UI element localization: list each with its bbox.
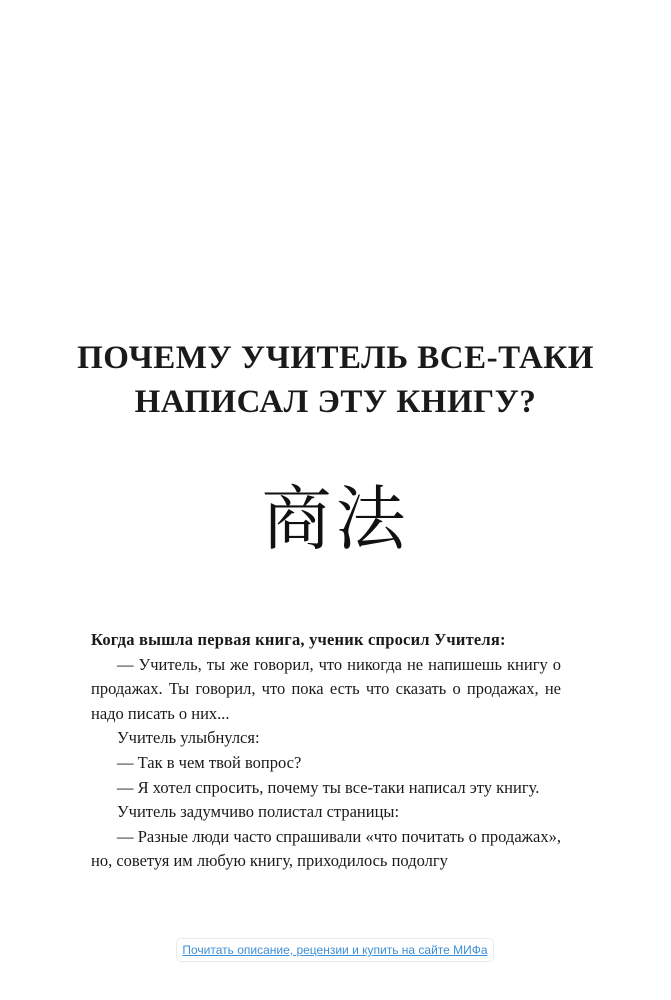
paragraph: Учитель улыбнулся: xyxy=(117,728,260,748)
paragraph: — Так в чем твой вопрос? xyxy=(117,752,302,772)
chapter-body xyxy=(91,628,561,874)
paragraph: — Учитель, ты же говорил, что никогда не напишешь книгу о продажах. Ты говорил, что пока есть что сказать о продажах, не надо писать о них... xyxy=(91,654,561,723)
buy-on-site-link[interactable]: Почитать описание, рецензии и купить на сайте МИФа xyxy=(176,938,494,962)
paragraph: — Я хотел спросить, почему ты все-таки написал эту книгу. xyxy=(117,777,540,797)
chapter-title xyxy=(0,336,671,424)
paragraph: — Разные люди часто спрашивали «что почитать о продажах», но, советуя им любую книгу, приходилось подолгу xyxy=(91,826,561,871)
lead-paragraph: Когда вышла первая книга, ученик спросил Учителя: xyxy=(91,630,506,649)
chapter-title-line-2: НАПИСАЛ ЭТУ КНИГУ? xyxy=(134,384,537,420)
chapter-hanzi: 商法 xyxy=(261,478,410,560)
chapter-title-line-1: ПОЧЕМУ УЧИТЕЛЬ ВСЕ-ТАКИ xyxy=(77,340,594,376)
paragraph: Учитель задумчиво полистал страницы: xyxy=(117,802,400,822)
